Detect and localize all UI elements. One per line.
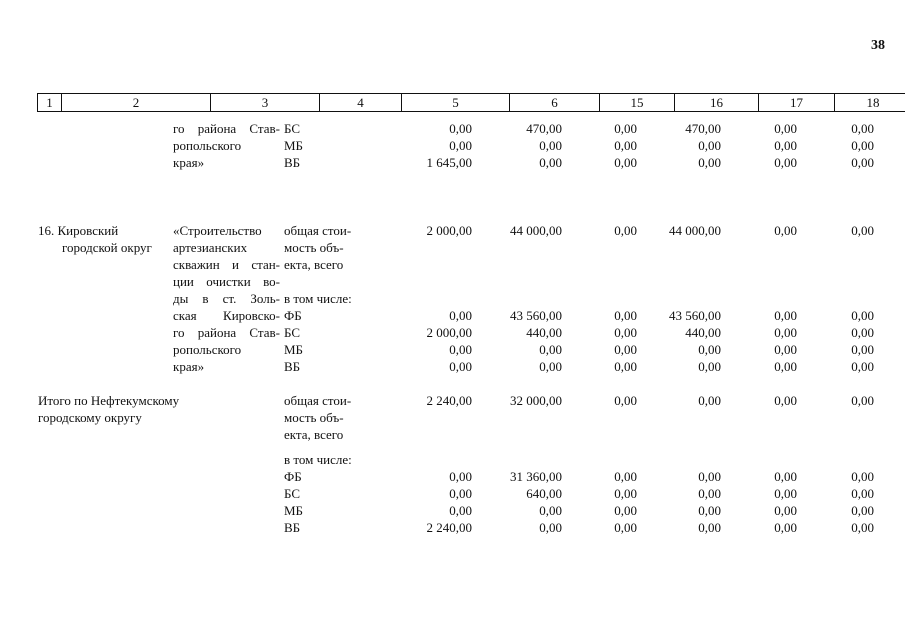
value-col-16: 0,00 — [698, 359, 721, 374]
value-col-15: 0,00 — [614, 469, 637, 484]
value-col-17: 0,00 — [774, 155, 797, 170]
value-col-17: 0,00 — [774, 223, 797, 238]
object-name-line: ропольского — [173, 138, 242, 153]
header-col-4: 4 — [320, 94, 402, 112]
value-col-6: 470,00 — [526, 121, 562, 136]
value-col-16: 0,00 — [698, 155, 721, 170]
value-col-16: 0,00 — [698, 486, 721, 501]
funding-type: в том числе: — [284, 291, 352, 306]
funding-type: БС — [284, 325, 301, 340]
table-row — [0, 273, 905, 290]
value-col-5: 0,00 — [449, 503, 472, 518]
header-col-18: 18 — [835, 94, 905, 112]
object-name-line: го района Став- — [173, 325, 280, 340]
value-col-6: 44 000,00 — [510, 223, 562, 238]
table-row — [0, 426, 905, 443]
table-row — [0, 358, 905, 375]
value-col-18: 0,00 — [851, 469, 874, 484]
funding-type: мость объ- — [284, 240, 344, 255]
value-col-5: 2 240,00 — [426, 393, 472, 408]
value-col-17: 0,00 — [774, 121, 797, 136]
header-col-16: 16 — [675, 94, 759, 112]
funding-type: екта, всего — [284, 427, 344, 442]
funding-type: общая стои- — [284, 223, 352, 238]
header-col-15: 15 — [600, 94, 675, 112]
value-col-15: 0,00 — [614, 342, 637, 357]
header-col-2: 2 — [62, 94, 211, 112]
value-col-15: 0,00 — [614, 393, 637, 408]
table-row — [0, 485, 905, 502]
object-name-line: артезианских — [173, 240, 248, 255]
funding-type: ФБ — [284, 308, 302, 323]
table-row — [0, 341, 905, 358]
value-col-18: 0,00 — [851, 359, 874, 374]
table-row — [0, 502, 905, 519]
value-col-15: 0,00 — [614, 503, 637, 518]
value-col-17: 0,00 — [774, 138, 797, 153]
funding-type: мость объ- — [284, 410, 344, 425]
value-col-15: 0,00 — [614, 223, 637, 238]
value-col-5: 0,00 — [449, 486, 472, 501]
value-col-17: 0,00 — [774, 469, 797, 484]
value-col-17: 0,00 — [774, 486, 797, 501]
value-col-15: 0,00 — [614, 520, 637, 535]
table-row — [0, 307, 905, 324]
page-number: 38 — [871, 38, 885, 53]
table-row — [0, 324, 905, 341]
value-col-16: 0,00 — [698, 342, 721, 357]
header-row — [38, 94, 905, 112]
value-col-15: 0,00 — [614, 486, 637, 501]
value-col-5: 0,00 — [449, 308, 472, 323]
value-col-6: 0,00 — [539, 359, 562, 374]
value-col-6: 0,00 — [539, 342, 562, 357]
value-col-6: 640,00 — [526, 486, 562, 501]
object-name-line: скважин и стан- — [173, 257, 280, 272]
value-col-16: 0,00 — [698, 520, 721, 535]
funding-type: БС — [284, 121, 301, 136]
value-col-18: 0,00 — [851, 486, 874, 501]
funding-type: общая стои- — [284, 393, 352, 408]
value-col-5: 1 645,00 — [426, 155, 472, 170]
funding-type: МБ — [284, 138, 304, 153]
funding-type: ВБ — [284, 359, 301, 374]
table-row — [0, 392, 905, 409]
value-col-18: 0,00 — [851, 138, 874, 153]
value-col-16: 440,00 — [685, 325, 721, 340]
value-col-6: 0,00 — [539, 520, 562, 535]
value-col-5: 0,00 — [449, 469, 472, 484]
value-col-5: 0,00 — [449, 138, 472, 153]
total-label: городскому округу — [38, 410, 142, 425]
header-col-17: 17 — [759, 94, 835, 112]
table-row — [0, 468, 905, 485]
table-row — [0, 137, 905, 154]
value-col-5: 2 240,00 — [426, 520, 472, 535]
value-col-6: 0,00 — [539, 138, 562, 153]
municipality-name: 16. Кировский — [38, 223, 119, 238]
table-row — [0, 519, 905, 536]
header-col-1: 1 — [38, 94, 62, 112]
value-col-6: 31 360,00 — [510, 469, 562, 484]
value-col-17: 0,00 — [774, 359, 797, 374]
value-col-18: 0,00 — [851, 325, 874, 340]
funding-type: ВБ — [284, 520, 301, 535]
table-row — [0, 409, 905, 426]
value-col-5: 2 000,00 — [426, 223, 472, 238]
value-col-15: 0,00 — [614, 325, 637, 340]
funding-type: МБ — [284, 342, 304, 357]
object-name-line: ды в ст. Золь- — [173, 291, 280, 306]
value-col-18: 0,00 — [851, 155, 874, 170]
value-col-16: 0,00 — [698, 138, 721, 153]
value-col-17: 0,00 — [774, 520, 797, 535]
table-row — [0, 256, 905, 273]
value-col-18: 0,00 — [851, 223, 874, 238]
value-col-15: 0,00 — [614, 138, 637, 153]
value-col-16: 470,00 — [685, 121, 721, 136]
funding-type: в том числе: — [284, 452, 352, 467]
value-col-18: 0,00 — [851, 342, 874, 357]
object-name-line: ская Кировско- — [173, 308, 280, 323]
value-col-5: 0,00 — [449, 359, 472, 374]
object-name-line: «Строительство — [173, 223, 262, 238]
value-col-15: 0,00 — [614, 359, 637, 374]
value-col-6: 0,00 — [539, 155, 562, 170]
funding-type: БС — [284, 486, 301, 501]
funding-type: ФБ — [284, 469, 302, 484]
object-name-line: ропольского — [173, 342, 242, 357]
table-row — [0, 154, 905, 171]
total-label: Итого по Нефтекумскому — [38, 393, 180, 408]
value-col-15: 0,00 — [614, 155, 637, 170]
value-col-16: 0,00 — [698, 503, 721, 518]
value-col-6: 32 000,00 — [510, 393, 562, 408]
object-name-line: края» — [173, 155, 205, 170]
value-col-16: 44 000,00 — [669, 223, 721, 238]
value-col-5: 0,00 — [449, 121, 472, 136]
funding-type: екта, всего — [284, 257, 344, 272]
funding-type: МБ — [284, 503, 304, 518]
value-col-15: 0,00 — [614, 308, 637, 323]
value-col-16: 43 560,00 — [669, 308, 721, 323]
object-name-line: ции очистки во- — [173, 274, 280, 289]
value-col-18: 0,00 — [851, 308, 874, 323]
funding-type: ВБ — [284, 155, 301, 170]
value-col-6: 0,00 — [539, 503, 562, 518]
value-col-6: 43 560,00 — [510, 308, 562, 323]
value-col-18: 0,00 — [851, 121, 874, 136]
table-body — [0, 120, 905, 536]
table-row — [0, 120, 905, 137]
header-col-3: 3 — [211, 94, 320, 112]
value-col-5: 2 000,00 — [426, 325, 472, 340]
value-col-17: 0,00 — [774, 325, 797, 340]
value-col-16: 0,00 — [698, 469, 721, 484]
value-col-17: 0,00 — [774, 342, 797, 357]
value-col-5: 0,00 — [449, 342, 472, 357]
value-col-17: 0,00 — [774, 308, 797, 323]
value-col-18: 0,00 — [851, 520, 874, 535]
value-col-18: 0,00 — [851, 393, 874, 408]
header-col-6: 6 — [510, 94, 600, 112]
value-col-17: 0,00 — [774, 393, 797, 408]
object-name-line: края» — [173, 359, 205, 374]
table-header — [37, 93, 905, 112]
municipality-name: городской округ — [62, 240, 152, 255]
value-col-15: 0,00 — [614, 121, 637, 136]
table-row — [0, 290, 905, 307]
object-name-line: го района Став- — [173, 121, 280, 136]
value-col-18: 0,00 — [851, 503, 874, 518]
value-col-16: 0,00 — [698, 393, 721, 408]
value-col-6: 440,00 — [526, 325, 562, 340]
table-row — [0, 451, 905, 468]
value-col-17: 0,00 — [774, 503, 797, 518]
table-row — [0, 222, 905, 239]
table-row — [0, 239, 905, 256]
header-col-5: 5 — [402, 94, 510, 112]
